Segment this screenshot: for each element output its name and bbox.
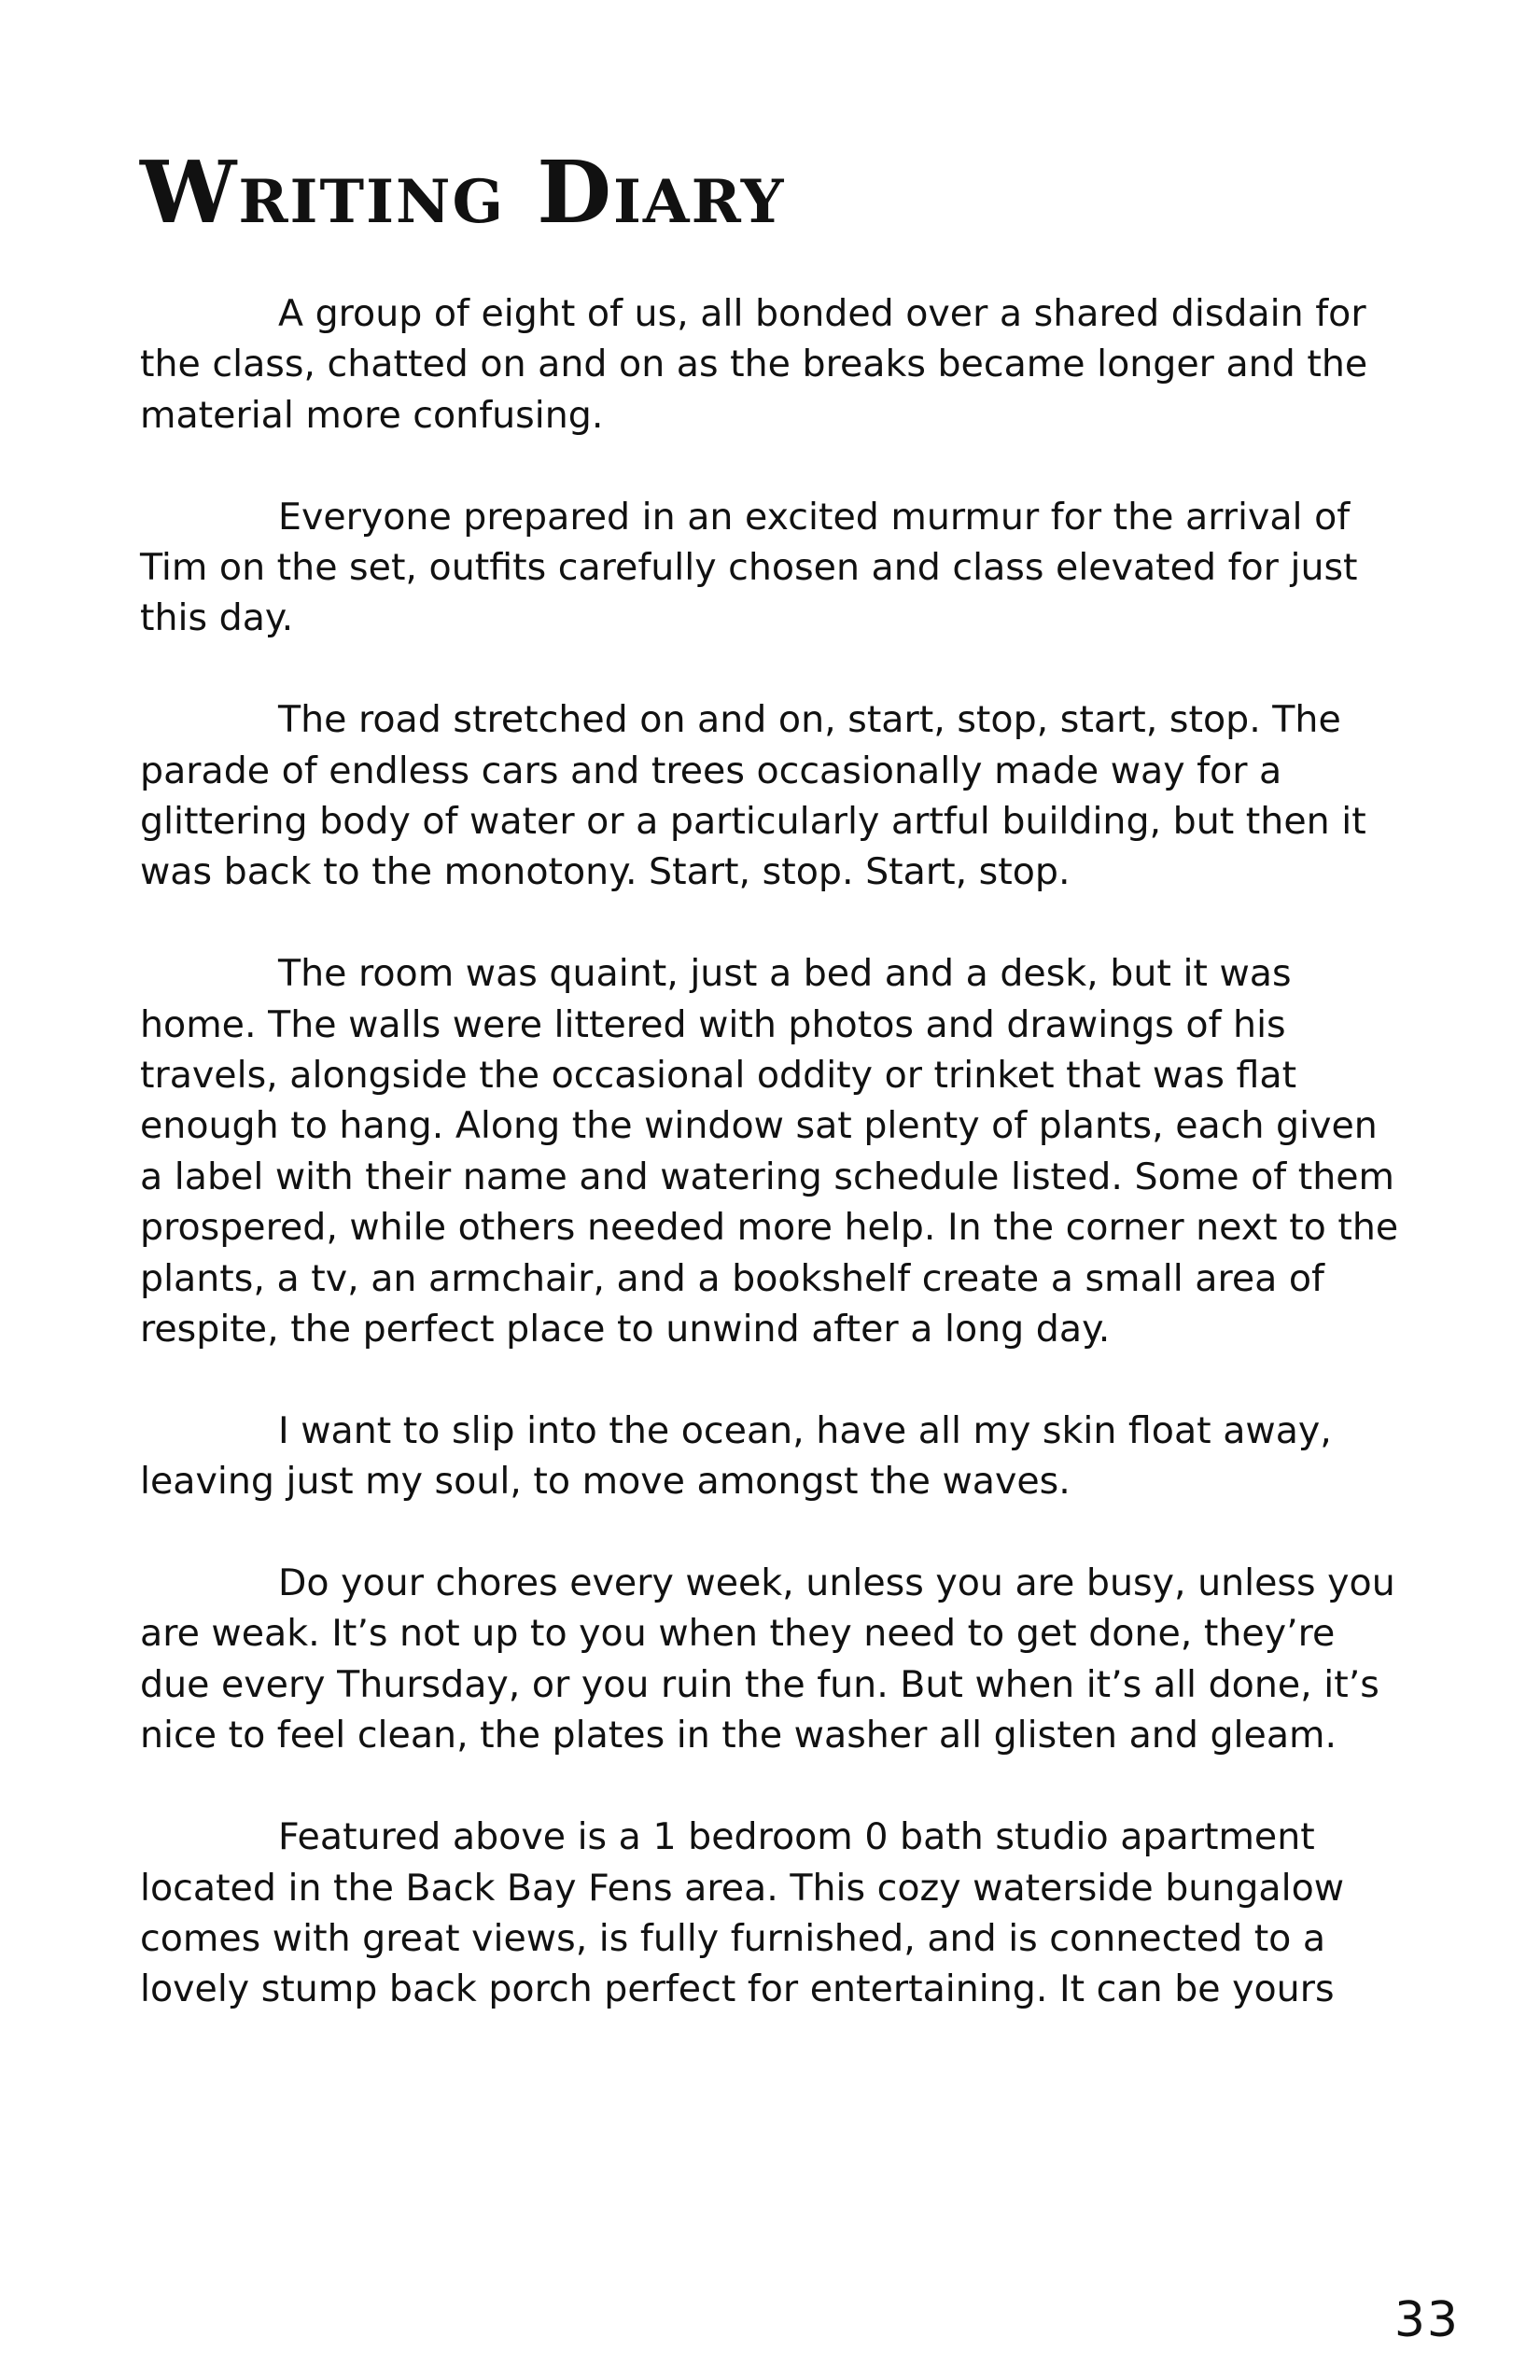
paragraph-tim-arrival: Everyone prepared in an excited murmur for the arrival of Tim on the set, outfits carefully chosen and class elevated for just this day.: [140, 495, 1358, 640]
paragraph-chores: Do your chores every week, unless you are busy, unless you are weak. It’s not up to you when they need to get done, they’re due every Thursday, or you ruin the fun. But when it’s all done, it’s nice to feel clean, the plates in the washer all glisten and gleam.: [140, 1561, 1395, 1757]
paragraph-road-trip: The road stretched on and on, start, stop, start, stop. The parade of endless cars and trees occasionally made way for a glittering body of water or a particularly artful building, but then it was back to the monotony. Start, stop. Start, stop.: [140, 698, 1366, 894]
paragraph-apartment-listing: Featured above is a 1 bedroom 0 bath studio apartment located in the Back Bay Fens area. This cozy waterside bungalow comes with great views, is fully furnished, and is connected to a lovely stump back porch perfect for entertaining. It can be yours: [140, 1815, 1345, 2011]
page-title: Writing Diary: [140, 142, 786, 243]
paragraph-room-description: The room was quaint, just a bed and a desk, but it was home. The walls were littered with photos and drawings of his travels, alongside the occasional oddity or trinket that was flat enough to hang. Along the window sat plenty of plants, each given a label with their name and watering schedule listed. Some of them prospered, while others needed more help. In the corner next to the plants, a tv, an armchair, and a bookshelf create a small area of respite, the perfect place to unwind after a long day.: [140, 952, 1399, 1351]
page-number: 33: [1393, 2292, 1460, 2348]
paragraph-ocean: I want to slip into the ocean, have all my skin float away, leaving just my soul, to move amongst the waves.: [140, 1408, 1332, 1504]
paragraph-class-group: A group of eight of us, all bonded over a shared disdain for the class, chatted on and on as the breaks became longer and the material more confusing.: [140, 292, 1368, 437]
diary-body: [140, 288, 1400, 2015]
